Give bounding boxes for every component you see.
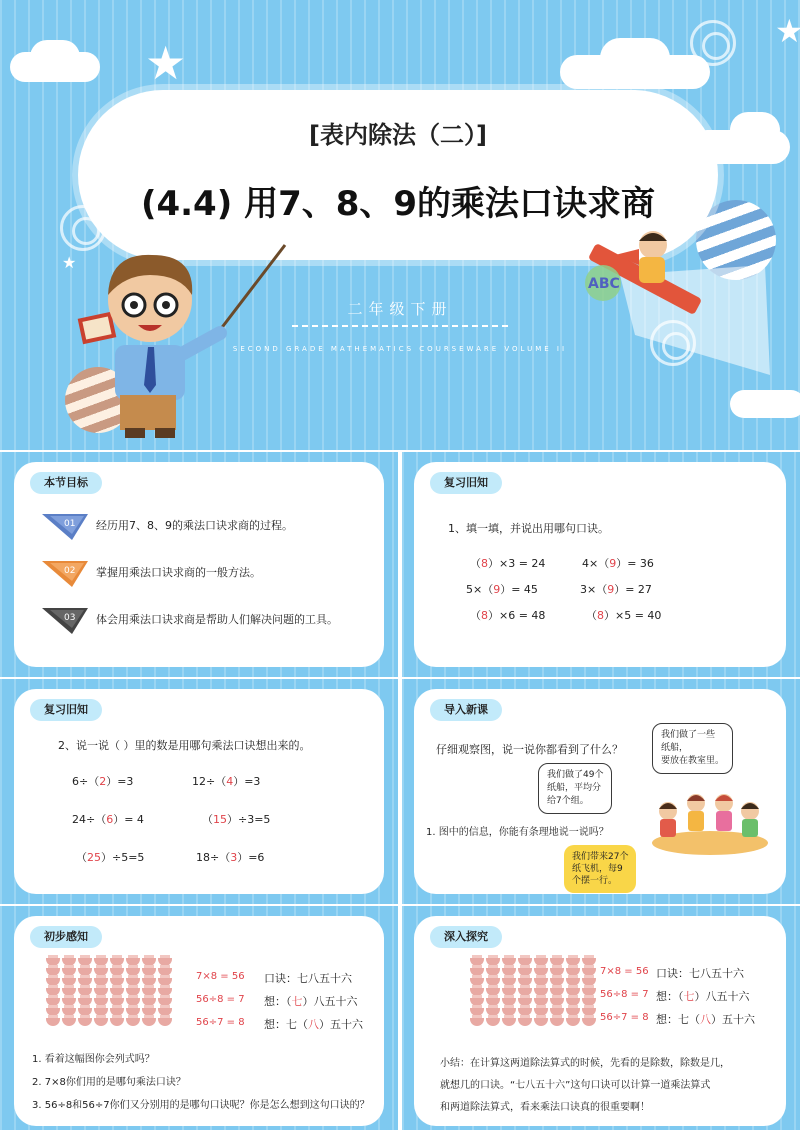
lesson-title: (4.4) 用7、8、9的乘法口诀求商 xyxy=(140,184,656,224)
rhyme-line: 口诀：七八五十六 xyxy=(656,967,744,980)
rhyme-line: 想：七（八）五十六 xyxy=(656,1013,755,1026)
card xyxy=(14,462,384,667)
goal-number: 01 xyxy=(64,519,76,529)
paper-boat-icon xyxy=(566,1018,580,1026)
equation: 12÷（4）=3 xyxy=(192,775,261,788)
speech-bubble: 我们做了49个 纸船，平均分 给7个组。 xyxy=(538,763,612,814)
goal-text: 经历用7、8、9的乘法口诀求商的过程。 xyxy=(96,519,293,532)
question-text: 1. 图中的信息，你能有条理地说一说吗？ xyxy=(426,827,609,838)
equation: （15）÷3=5 xyxy=(202,813,271,826)
paper-boat-icon xyxy=(94,1018,108,1026)
rhyme-line: 口诀：七八五十六 xyxy=(264,972,352,985)
prompt-text: 仔细观察图，说一说你都看到了什么？ xyxy=(436,743,623,756)
slide-intro xyxy=(402,679,800,904)
kid-pencil-illustration xyxy=(575,225,775,385)
slide-explore xyxy=(402,906,800,1130)
equation: 56÷7 = 8 xyxy=(196,1017,245,1028)
summary-text: 就想几的口诀。“七八五十六”这句口诀可以计算一道乘法算式 xyxy=(440,1080,711,1091)
cloud-decoration xyxy=(730,390,805,418)
abc-letters: ABC xyxy=(588,276,620,292)
section-tag: 复习旧知 xyxy=(30,699,102,721)
cover-slide xyxy=(0,0,804,450)
cloud-decoration xyxy=(730,112,780,148)
section-tag: 本节目标 xyxy=(30,472,102,494)
children-table-illustration xyxy=(640,781,770,861)
unit-title: [表内除法（二）] xyxy=(309,121,487,149)
slide-goals xyxy=(0,452,398,677)
goal-text: 掌握用乘法口诀求商的一般方法。 xyxy=(96,566,261,579)
summary-text: 和两道除法算式，看来乘法口诀真的很重要啊！ xyxy=(440,1102,650,1113)
paper-boat-icon xyxy=(534,1018,548,1026)
star-icon: ★ xyxy=(775,12,804,50)
summary-text: 小结：在计算这两道除法算式的时候，先看的是除数，除数是几， xyxy=(440,1058,730,1069)
english-subtitle: SECOND GRADE MATHEMATICS COURSEWARE VOLUME II xyxy=(232,345,568,353)
paper-boat-icon xyxy=(550,1018,564,1026)
equation: （8）×3 = 24 xyxy=(470,557,546,570)
star-icon: ★ xyxy=(62,253,77,272)
equation: 5×（9）= 45 xyxy=(466,583,538,596)
section-tag: 深入探究 xyxy=(430,926,502,948)
paper-boat-icon xyxy=(46,1018,60,1026)
card xyxy=(414,689,786,894)
card xyxy=(414,462,786,667)
paper-boats-grid xyxy=(46,958,172,1028)
equation: 7×8 = 56 xyxy=(600,966,649,977)
equation: （8）×6 = 48 xyxy=(470,609,546,622)
equation: 18÷（3）=6 xyxy=(196,851,265,864)
equation: 24÷（6）= 4 xyxy=(72,813,144,826)
paper-boat-icon xyxy=(78,1018,92,1026)
speech-bubble: 我们带来27个 纸飞机，每9 个摆一行。 xyxy=(564,845,636,893)
goal-text: 体会用乘法口诀求商是帮助人们解决问题的工具。 xyxy=(96,613,338,626)
cloud-decoration xyxy=(30,40,80,74)
equation: 56÷7 = 8 xyxy=(600,1012,649,1023)
equation: （25）÷5=5 xyxy=(76,851,145,864)
paper-boat-icon xyxy=(518,1018,532,1026)
divider xyxy=(292,325,508,327)
equation: 7×8 = 56 xyxy=(196,971,245,982)
question-text: 3. 56÷8和56÷7你们又分别用的是哪句口诀呢？你是怎么想到这句口诀的？ xyxy=(32,1100,370,1111)
section-tag: 复习旧知 xyxy=(430,472,502,494)
equation: （8）×5 = 40 xyxy=(586,609,662,622)
slide-review-1 xyxy=(402,452,800,677)
slide-review-2 xyxy=(0,679,398,904)
question-text: 1、填一填，并说出用哪句口诀。 xyxy=(448,522,609,535)
cloud-decoration xyxy=(600,38,670,78)
rhyme-line: 想：七（八）五十六 xyxy=(264,1018,363,1031)
equation: 6÷（2）=3 xyxy=(72,775,134,788)
goal-number: 02 xyxy=(64,566,76,576)
grade-label: 二年级下册 xyxy=(347,300,453,318)
rhyme-line: 想：（七）八五十六 xyxy=(656,990,750,1003)
teacher-illustration xyxy=(70,245,270,445)
paper-boat-icon xyxy=(158,1018,172,1026)
rhyme-line: 想：（七）八五十六 xyxy=(264,995,358,1008)
equation: 4×（9）= 36 xyxy=(582,557,654,570)
slide-perceive xyxy=(0,906,398,1130)
question-text: 2、说一说（ ）里的数是用哪句乘法口诀想出来的。 xyxy=(58,739,311,752)
equation: 56÷8 = 7 xyxy=(196,994,245,1005)
speech-bubble: 我们做了一些 纸船， 要放在教室里。 xyxy=(652,723,733,774)
question-text: 2. 7×8你们用的是哪句乘法口诀？ xyxy=(32,1077,186,1088)
boat-row xyxy=(470,1018,596,1026)
paper-boat-icon xyxy=(110,1018,124,1026)
question-text: 1. 看着这幅图你会列式吗？ xyxy=(32,1054,155,1065)
card xyxy=(414,916,786,1126)
paper-boats-grid xyxy=(470,958,596,1028)
star-icon: ★ xyxy=(145,36,187,90)
goal-number: 03 xyxy=(64,613,76,623)
card xyxy=(14,916,384,1126)
paper-boat-icon xyxy=(126,1018,140,1026)
card xyxy=(14,689,384,894)
paper-boat-icon xyxy=(486,1018,500,1026)
paper-boat-icon xyxy=(582,1018,596,1026)
section-tag: 初步感知 xyxy=(30,926,102,948)
paper-boat-icon xyxy=(470,1018,484,1026)
spiral-decoration xyxy=(690,20,736,66)
section-tag: 导入新课 xyxy=(430,699,502,721)
paper-boat-icon xyxy=(62,1018,76,1026)
paper-boat-icon xyxy=(142,1018,156,1026)
paper-boat-icon xyxy=(502,1018,516,1026)
equation: 3×（9）= 27 xyxy=(580,583,652,596)
boat-row xyxy=(46,1018,172,1026)
equation: 56÷8 = 7 xyxy=(600,989,649,1000)
